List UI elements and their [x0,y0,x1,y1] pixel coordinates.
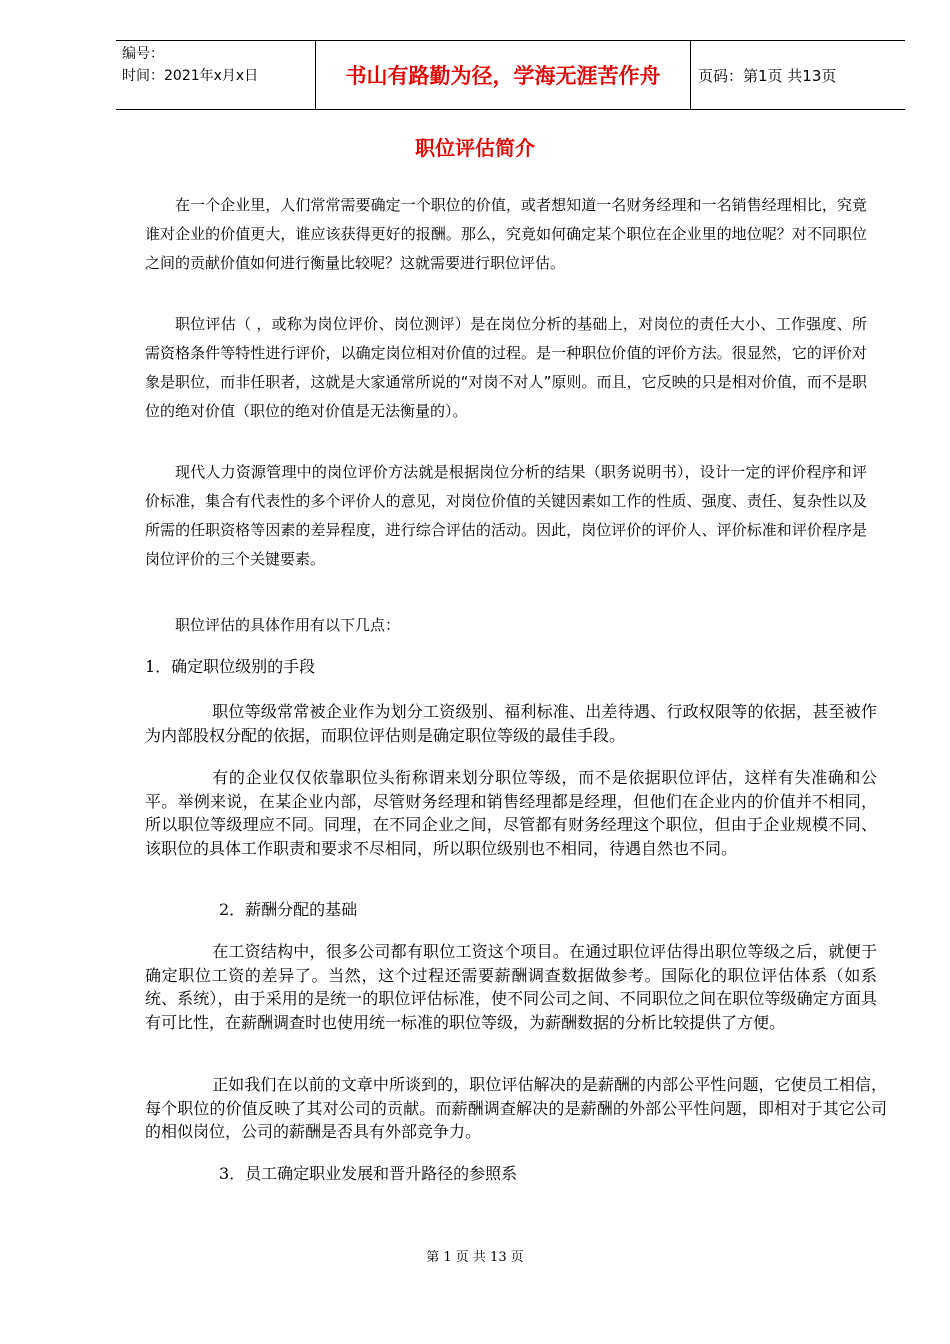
paragraph-method: 现代人力资源管理中的岗位评价方法就是根据岗位分析的结果（职务说明书），设计一定的评价程序和评价标准，集合有代表性的多个评价人的意见，对岗位价值的关键因素如工作的性质、强度、责任、复杂性以及所需的任职资格等因素的差异程度，进行综合评估的活动。因此，岗位评价的评价人、评价标准和评价程序是岗位评价的三个关键要素。 [145,463,867,568]
section-heading-3: 3．员工确定职业发展和晋升路径的参照系 [219,1164,518,1183]
header-page-label: 页码：第1页 共13页 [698,66,837,85]
document-header [116,40,905,110]
document-title: 职位评估简介 [415,136,535,160]
section-heading-1: 1．确定职位级别的手段 [145,657,316,676]
section2-paragraph-2: 正如我们在以前的文章中所谈到的，职位评估解决的是薪酬的内部公平性问题，它使员工相信，每个职位的价值反映了其对公司的贡献。而薪酬调查解决的是薪酬的外部公平性问题，即相对于其它公司的相似岗位，公司的薪酬是否具有外部竞争力。 [145,1075,887,1141]
paragraph-functions-intro: 职位评估的具体作用有以下几点： [175,616,401,634]
section1-paragraph-2: 有的企业仅仅依靠职位头衔称谓来划分职位等级，而不是依据职位评估，这样有失准确和公平。举例来说，在某企业内部，尽管财务经理和销售经理都是经理，但他们在企业内的价值并不相同，所以职位等级理应不同。同理，在不同企业之间，尽管都有财务经理这个职位，但由于企业规模不同、该职位的具体工作职责和要求不尽相同，所以职位级别也不相同，待遇自然也不同。 [145,768,877,858]
document-number-label: 编号： [122,46,164,62]
section2-paragraph-1: 在工资结构中，很多公司都有职位工资这个项目。在通过职位评估得出职位等级之后，就便于确定职位工资的差异了。当然，这个过程还需要薪酬调查数据做参考。国际化的职位评估体系（如系统、系统），由于采用的是统一的职位评估标准，使不同公司之间、不同职位之间在职位等级确定方面具有可比性，在薪酬调查时也使用统一标准的职位等级，为薪酬数据的分析比较提供了方便。 [145,942,877,1032]
header-meta [122,43,312,87]
section-heading-2: 2．薪酬分配的基础 [219,900,358,919]
paragraph-intro: 在一个企业里，人们常常需要确定一个职位的价值，或者想知道一名财务经理和一名销售经理相比，究竟谁对企业的价值更大，谁应该获得更好的报酬。那么，究竟如何确定某个职位在企业里的地位呢？对不同职位之间的贡献价值如何进行衡量比较呢？这就需要进行职位评估。 [145,196,867,272]
document-time-label: 时间：2021年x月x日 [122,68,259,84]
paragraph-definition: 职位评估（ ，或称为岗位评价、岗位测评）是在岗位分析的基础上，对岗位的责任大小、工作强度、所需资格条件等特性进行评价，以确定岗位相对价值的过程。是一种职位价值的评价方法。很显然，它的评价对象是职位，而非任职者，这就是大家通常所说的“对岗不对人”原则。而且，它反映的只是相对价值，而不是职位的绝对价值（职位的绝对价值是无法衡量的）。 [145,315,867,420]
section1-paragraph-1: 职位等级常常被企业作为划分工资级别、福利标准、出差待遇、行政权限等的依据，甚至被作为内部股权分配的依据，而职位评估则是确定职位等级的最佳手段。 [145,702,877,745]
header-motto: 书山有路勤为径，学海无涯苦作舟 [315,41,691,109]
page-footer: 第 1 页 共 13 页 [426,1250,524,1265]
